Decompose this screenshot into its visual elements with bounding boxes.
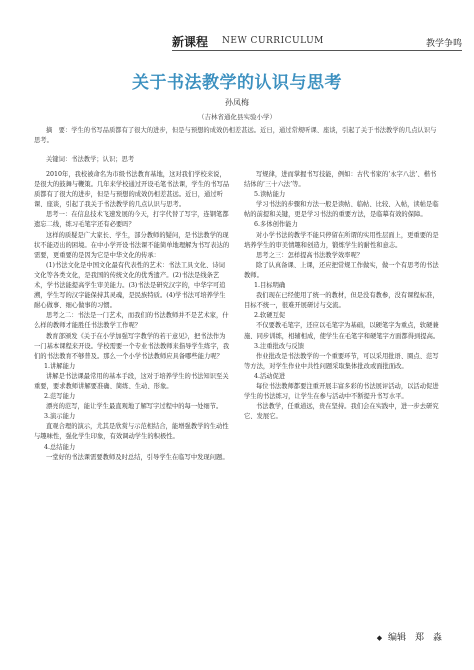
affiliation: （吉林省通化县实验小学） bbox=[198, 113, 276, 121]
paragraph: 除了认真备课、上课，还应把常规工作做实，做一个有思考的书法教师。 bbox=[244, 261, 439, 279]
section-heading: 4.活动促进 bbox=[254, 372, 286, 380]
journal-column: 教学争鸣 bbox=[425, 39, 462, 49]
section-heading: 3.演示能力 bbox=[44, 413, 76, 421]
paragraph: 我们现在已经使用了统一的教材，但是没有教参，没有课程标准，目标不统一，很难开展研讨与交流。 bbox=[244, 292, 439, 310]
section-heading: 6.多体创作能力 bbox=[254, 221, 298, 229]
section-heading: 2.软硬互促 bbox=[254, 312, 286, 320]
paragraph: 作业批改是书法教学的一个重要环节，可以采用批语、圈点、范写等方法，对学生作业中共性问题采取集体批改或面批面改。 bbox=[244, 352, 439, 370]
body-column-right bbox=[244, 170, 440, 610]
section-heading: 4.总结能力 bbox=[44, 443, 76, 451]
section-heading: 3.注重批改与反馈 bbox=[254, 342, 305, 350]
diamond-icon: ◆ bbox=[376, 634, 383, 642]
page-header bbox=[0, 0, 474, 56]
editor-name: 编辑 郑 淼 bbox=[387, 633, 442, 643]
brand-en: NEW CURRICULUM bbox=[222, 36, 324, 46]
body-column-left bbox=[34, 170, 230, 610]
paragraph: 思考之三：怎样提高书法教学效率呢？ bbox=[256, 251, 364, 259]
paragraph: 写规律，进而掌握书写技能，例如：古代书家的‘永字八法’、楷书结体的‘三十六法’等。 bbox=[244, 171, 437, 189]
paragraph: 讲解是书法课最常用的基本手段，这对于培养学生的书法知识至关重要，要求教师讲解要准确、简练、生动、形象。 bbox=[34, 372, 229, 390]
paragraph: 思考一：在信息技术飞速发展的今天，打字代替了写字，连钢笔都遗忘二线，练习毛笔字还有必要吗？ bbox=[34, 211, 229, 229]
paragraph: 书法教学，任重道远，贵在坚持。我们会在实践中，进一步去研究它、发展它。 bbox=[244, 403, 439, 421]
paragraph: 思考之二：书法是一门艺术，而我们的书法教师并不是艺术家，什么样的教师才能胜任书法教学工作呢？ bbox=[34, 312, 229, 330]
paragraph: 学习书法的步骤和方法一般是读帖、临帖、比较、入帖，读帖是临帖的前提和关键，更是学习书法的重要方法，是临摹有效的保障。 bbox=[244, 201, 439, 219]
paragraph: 漂亮的范写，能让学生最直观地了解写字过程中的每一处细节。 bbox=[46, 403, 223, 411]
paragraph: 2010年，我校被命名为市级书法教育基地，这对我们学校来说，是很大的鼓舞与鞭策。几年来学校通过开设毛笔书法课，学生的书写品质都有了很大的进步，但是与预想的成效仍相差甚远。近日，通过听课、座谈，引起了我关于书法教学的几点认识与思考。 bbox=[34, 171, 230, 209]
keywords: 关键词：书法教学；认识；思考 bbox=[46, 156, 135, 163]
paragraph: 这样的质疑是广大家长、学生，部分教师的疑问，是书法教学的现状不能迈出的困境。在中小学开设书法课不能简单地理解为书写表达的需要，更重要的是因为它是中华文化的传承： bbox=[34, 231, 230, 259]
paragraph: 直观合理的演示，尤其是欣赏与示范相结合，能增强教学的生动性与趣味性，强化学生印象，有效调动学生的积极性。 bbox=[34, 423, 229, 441]
paragraph: 不仅要教毛笔字，还应以毛笔字为基础，以硬笔字为重点，软硬兼施、同步训练，相辅相成，使学生在毛笔字和硬笔字方面都得到提高。 bbox=[244, 322, 440, 340]
paragraph: 对小学书法的教学不能只停留在所谓的实用性层面上，更重要的是培养学生的审美情趣和创造力，锻炼学生的耐性和意志。 bbox=[244, 231, 439, 249]
paragraph: (1)书法文化是中国文化最有代表性的艺术：书法工具文化、诗词文化等各类文化，是我国的传统文化的优秀遗产。(2)书法是线条艺术，学书法能提高学生审美能力。(3)书法是研究汉字的，中华字可追溯，学生写的汉字能保持其灵魂，是民族特质。(4)学书法可培养学生耐心做事、细心做事的习惯。 bbox=[34, 261, 226, 310]
header-rule bbox=[172, 50, 462, 51]
section-heading: 1.讲解能力 bbox=[44, 362, 76, 370]
author: 孙凤梅 bbox=[225, 98, 249, 107]
section-heading: 5.读帖能力 bbox=[254, 191, 286, 199]
paragraph: 一堂好的书法课需要教师及时总结，引导学生在临写中发现问题。 bbox=[46, 453, 229, 461]
article-title: 关于书法教学的认识与思考 bbox=[132, 73, 342, 93]
section-heading: 1.目标明确 bbox=[254, 282, 286, 290]
brand-cn: 新课程 bbox=[172, 35, 209, 49]
editor-credit bbox=[377, 630, 442, 643]
paragraph: 每位书法教师都要注重开展丰富多彩的书法展评活动，以活动促进学生的书法练习，让学生在参与活动中不断提升书写水平。 bbox=[244, 382, 439, 401]
section-heading: 2.范写能力 bbox=[44, 393, 76, 401]
abstract: 摘 要：学生的书写品质都有了很大的进步，但是与预想的成效仍相差甚远。近日，通过常规听课、座谈，引起了关于书法教学的几点认识与思考。 bbox=[34, 127, 437, 144]
paragraph: 教育部颁发《关于在小学加强写字教学的若干意见》，把书法作为一门基本课程来开设。学校需要一个专业书法教师来指导学生练字，我们的书法教育不够普及。那么一个小学书法教师应具备哪些能力呢？ bbox=[34, 332, 230, 360]
